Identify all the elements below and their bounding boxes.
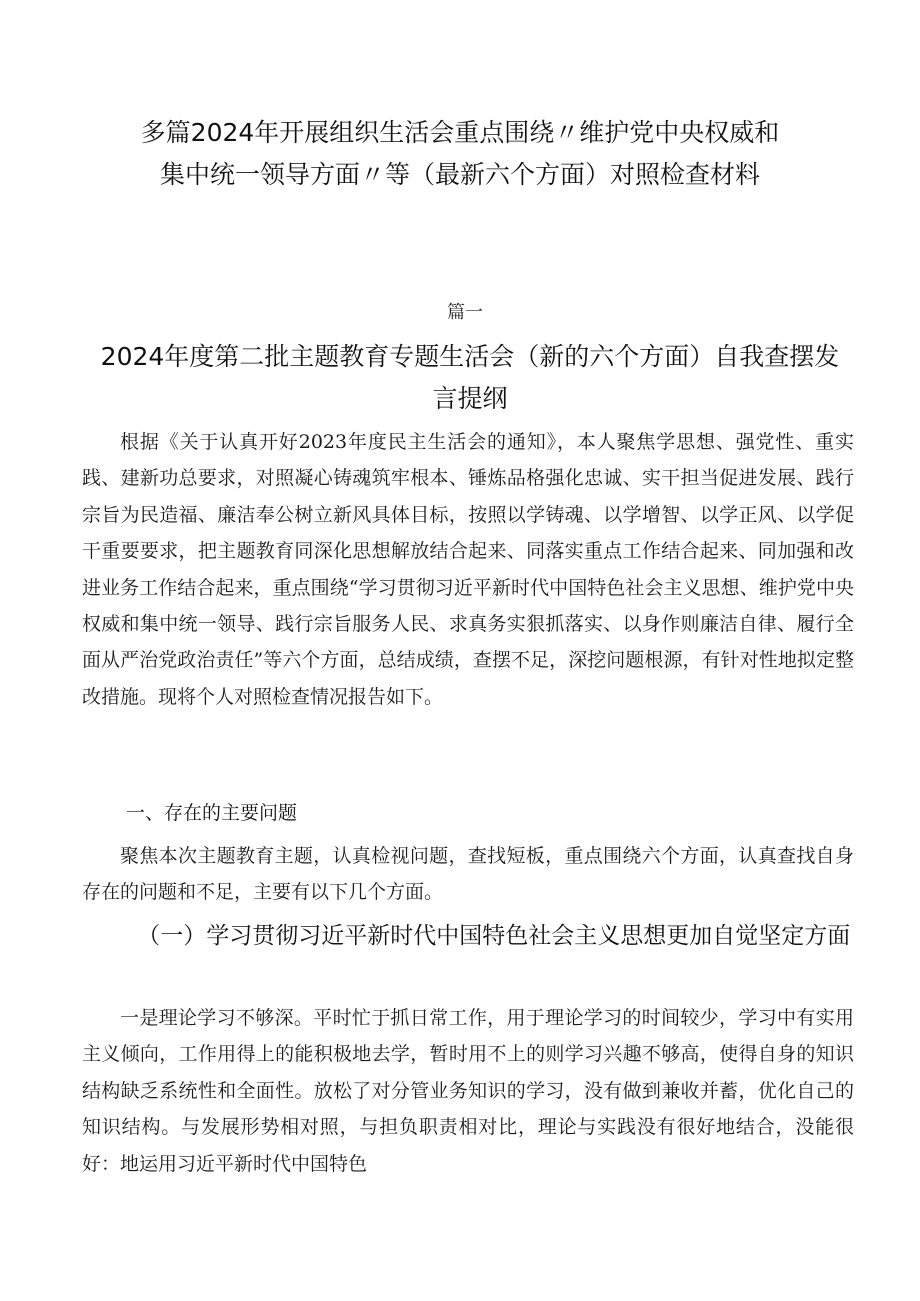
document-title: 多篇2024年开展组织生活会重点围绕〃维护党中央权威和集中统一领导方面〃等（最新六个方面）对照检查材料: [140, 118, 780, 189]
subsection-heading-study: （一）学习贯彻习近平新时代中国特色社会主义思想更加自觉坚定方面: [137, 923, 851, 949]
subsection-paragraph: 一是理论学习不够深。平时忙于抓日常工作，用于理论学习的时间较少，学习中有实用主义倾向，工作用得上的能积极地去学，暂时用不上的则学习兴趣不够高，使得自身的知识结构缺乏系统性和全面性。放松了对分管业务知识的学习，没有做到兼收并蓄，优化自己的知识结构。与发展形势相对照，与担负职责相对比，理论与实践没有很好地结合，没能很好：地运用习近平新时代中国特色: [82, 1007, 854, 1175]
part-label: 篇一: [447, 302, 483, 323]
intro-paragraph: 根据《关于认真开好2023年度民主生活会的通知》，本人聚焦学思想、强党性、重实践、建新功总要求，对照凝心铸魂筑牢根本、锤炼品格强化忠诚、实干担当促进发展、践行宗旨为民造福、廉洁奉公树立新风具体目标，按照以学铸魂、以学增智、以学正风、以学促干重要要求，把主题教育同深化思想解放结合起来、同落实重点工作结合起来、同加强和改进业务工作结合起来，重点围绕“学习贯彻习近平新时代中国特色社会主义思想、维护党中央权威和集中统一领导、践行宗旨服务人民、求真务实狠抓落实、以身作则廉洁自律、履行全面从严治党政治责任”等六个方面，总结成绩，查摆不足，深挖问题根源，有针对性地拟定整改措施。现将个人对照检查情况报告如下。: [82, 431, 854, 708]
speech-outline-title: 2024年度第二批主题教育专题生活会（新的六个方面）自我查摆发言提纲: [100, 342, 840, 413]
section-heading-main-problems: 一、存在的主要问题: [126, 802, 298, 824]
section-paragraph: 聚焦本次主题教育主题，认真检视问题，查找短板，重点围绕六个方面，认真查找自身存在的问题和不足，主要有以下几个方面。: [82, 845, 854, 904]
